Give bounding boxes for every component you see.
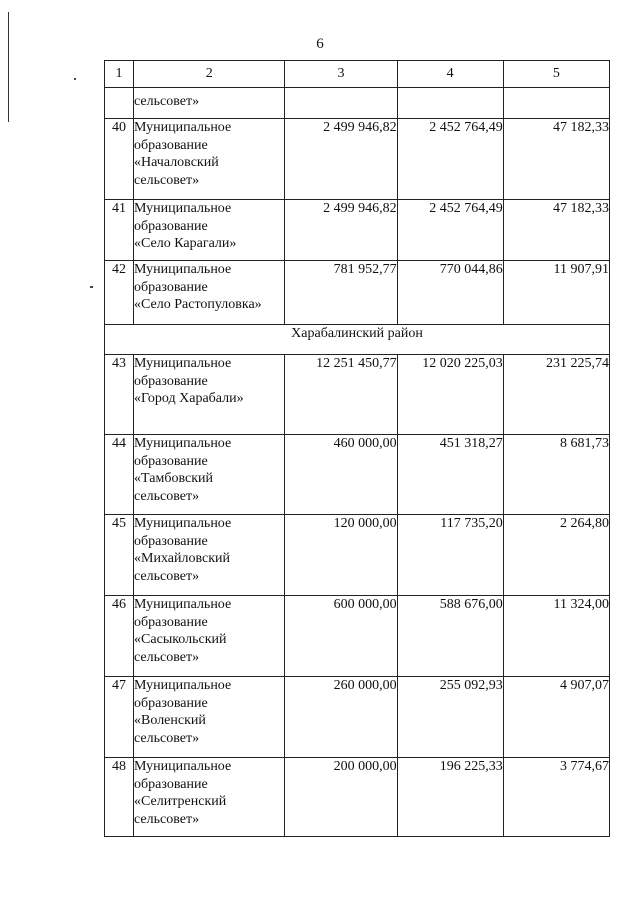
row-number: 40 (105, 119, 134, 200)
table-row (105, 119, 610, 200)
amount-col-5: 231 225,74 (503, 355, 609, 435)
municipality-name (134, 261, 285, 325)
table-header-row (105, 61, 610, 88)
name-line: «Тамбовский (134, 471, 213, 486)
name-line: «Село Растопуловка» (134, 297, 262, 312)
page-number: 6 (316, 36, 324, 52)
empty-cell (503, 88, 609, 119)
name-line: сельсовет» (134, 649, 200, 665)
row-number: 42 (105, 261, 134, 325)
amount-col-3: 460 000,00 (285, 435, 397, 515)
table-row (105, 677, 610, 758)
amount-col-4: 451 318,27 (397, 435, 503, 515)
amount-col-4: 770 044,86 (397, 261, 503, 325)
name-line: Муниципальное (134, 356, 232, 371)
name-line: образование (134, 137, 208, 153)
amount-col-3: 781 952,77 (285, 261, 397, 325)
name-line: образование (134, 373, 208, 389)
amount-col-5: 2 264,80 (503, 515, 609, 596)
row-number: 44 (105, 435, 134, 515)
municipality-name (134, 596, 285, 677)
continuation-text: сельсовет» (134, 88, 285, 119)
name-line: Муниципальное (134, 120, 232, 135)
amount-col-5: 11 324,00 (503, 596, 609, 677)
name-line: Муниципальное (134, 759, 232, 774)
name-line: Муниципальное (134, 516, 232, 531)
amount-col-4: 255 092,93 (397, 677, 503, 758)
name-line: Муниципальное (134, 201, 232, 216)
header-cell: 5 (503, 61, 609, 88)
empty-cell (285, 88, 397, 119)
name-line: сельсовет» (134, 730, 200, 746)
table-row (105, 435, 610, 515)
name-line: образование (134, 453, 208, 469)
empty-cell (397, 88, 503, 119)
left-edge-mark (8, 12, 9, 122)
municipality-name (134, 758, 285, 837)
amount-col-5: 11 907,91 (503, 261, 609, 325)
scan-speck (90, 286, 93, 288)
name-line: сельсовет» (134, 568, 200, 584)
name-line: образование (134, 533, 208, 549)
name-line: Муниципальное (134, 436, 232, 451)
municipality-name (134, 119, 285, 200)
amount-col-5: 8 681,73 (503, 435, 609, 515)
row-number: 41 (105, 200, 134, 261)
amount-col-3: 120 000,00 (285, 515, 397, 596)
municipality-name (134, 355, 285, 435)
name-line: «Воленский (134, 713, 206, 728)
row-number: 48 (105, 758, 134, 837)
amount-col-5: 4 907,07 (503, 677, 609, 758)
name-line: Муниципальное (134, 597, 232, 612)
amount-col-3: 600 000,00 (285, 596, 397, 677)
amount-col-5: 47 182,33 (503, 200, 609, 261)
name-line: образование (134, 776, 208, 792)
table-row (105, 200, 610, 261)
header-cell: 4 (397, 61, 503, 88)
name-line: образование (134, 695, 208, 711)
row-number: 43 (105, 355, 134, 435)
municipality-name (134, 677, 285, 758)
name-line: Муниципальное (134, 678, 232, 693)
name-line: «Село Карагали» (134, 236, 237, 251)
table-row (105, 261, 610, 325)
amount-col-5: 3 774,67 (503, 758, 609, 837)
amount-col-5: 47 182,33 (503, 119, 609, 200)
name-line: образование (134, 279, 208, 295)
amount-col-4: 588 676,00 (397, 596, 503, 677)
name-line: сельсовет» (134, 172, 200, 188)
amount-col-4: 2 452 764,49 (397, 200, 503, 261)
name-line: образование (134, 614, 208, 630)
header-cell: 2 (134, 61, 285, 88)
amount-col-3: 200 000,00 (285, 758, 397, 837)
row-number: 46 (105, 596, 134, 677)
table-row (105, 355, 610, 435)
table-row (105, 596, 610, 677)
municipality-name (134, 200, 285, 261)
name-line: сельсовет» (134, 488, 200, 504)
empty-cell (105, 88, 134, 119)
header-cell: 3 (285, 61, 397, 88)
row-number: 45 (105, 515, 134, 596)
name-line: «Михайловский (134, 551, 231, 566)
amount-col-4: 12 020 225,03 (397, 355, 503, 435)
amount-col-3: 260 000,00 (285, 677, 397, 758)
amount-col-4: 117 735,20 (397, 515, 503, 596)
name-line: «Началовский (134, 155, 219, 170)
table-row (105, 758, 610, 837)
name-line: образование (134, 218, 208, 234)
name-line: Муниципальное (134, 262, 232, 277)
municipality-name (134, 435, 285, 515)
row-number: 47 (105, 677, 134, 758)
header-cell: 1 (105, 61, 134, 88)
name-line: сельсовет» (134, 811, 200, 827)
amount-col-3: 12 251 450,77 (285, 355, 397, 435)
district-heading: Харабалинский район (105, 325, 610, 355)
continuation-row (105, 88, 610, 119)
amount-col-3: 2 499 946,82 (285, 119, 397, 200)
municipality-name (134, 515, 285, 596)
name-line: «Селитренский (134, 794, 227, 809)
name-line: «Город Харабали» (134, 391, 244, 406)
amount-col-3: 2 499 946,82 (285, 200, 397, 261)
allocation-table (104, 60, 610, 837)
amount-col-4: 2 452 764,49 (397, 119, 503, 200)
table-row (105, 515, 610, 596)
amount-col-4: 196 225,33 (397, 758, 503, 837)
scan-speck (74, 78, 76, 80)
district-row (105, 325, 610, 355)
name-line: «Сасыкольский (134, 632, 227, 647)
